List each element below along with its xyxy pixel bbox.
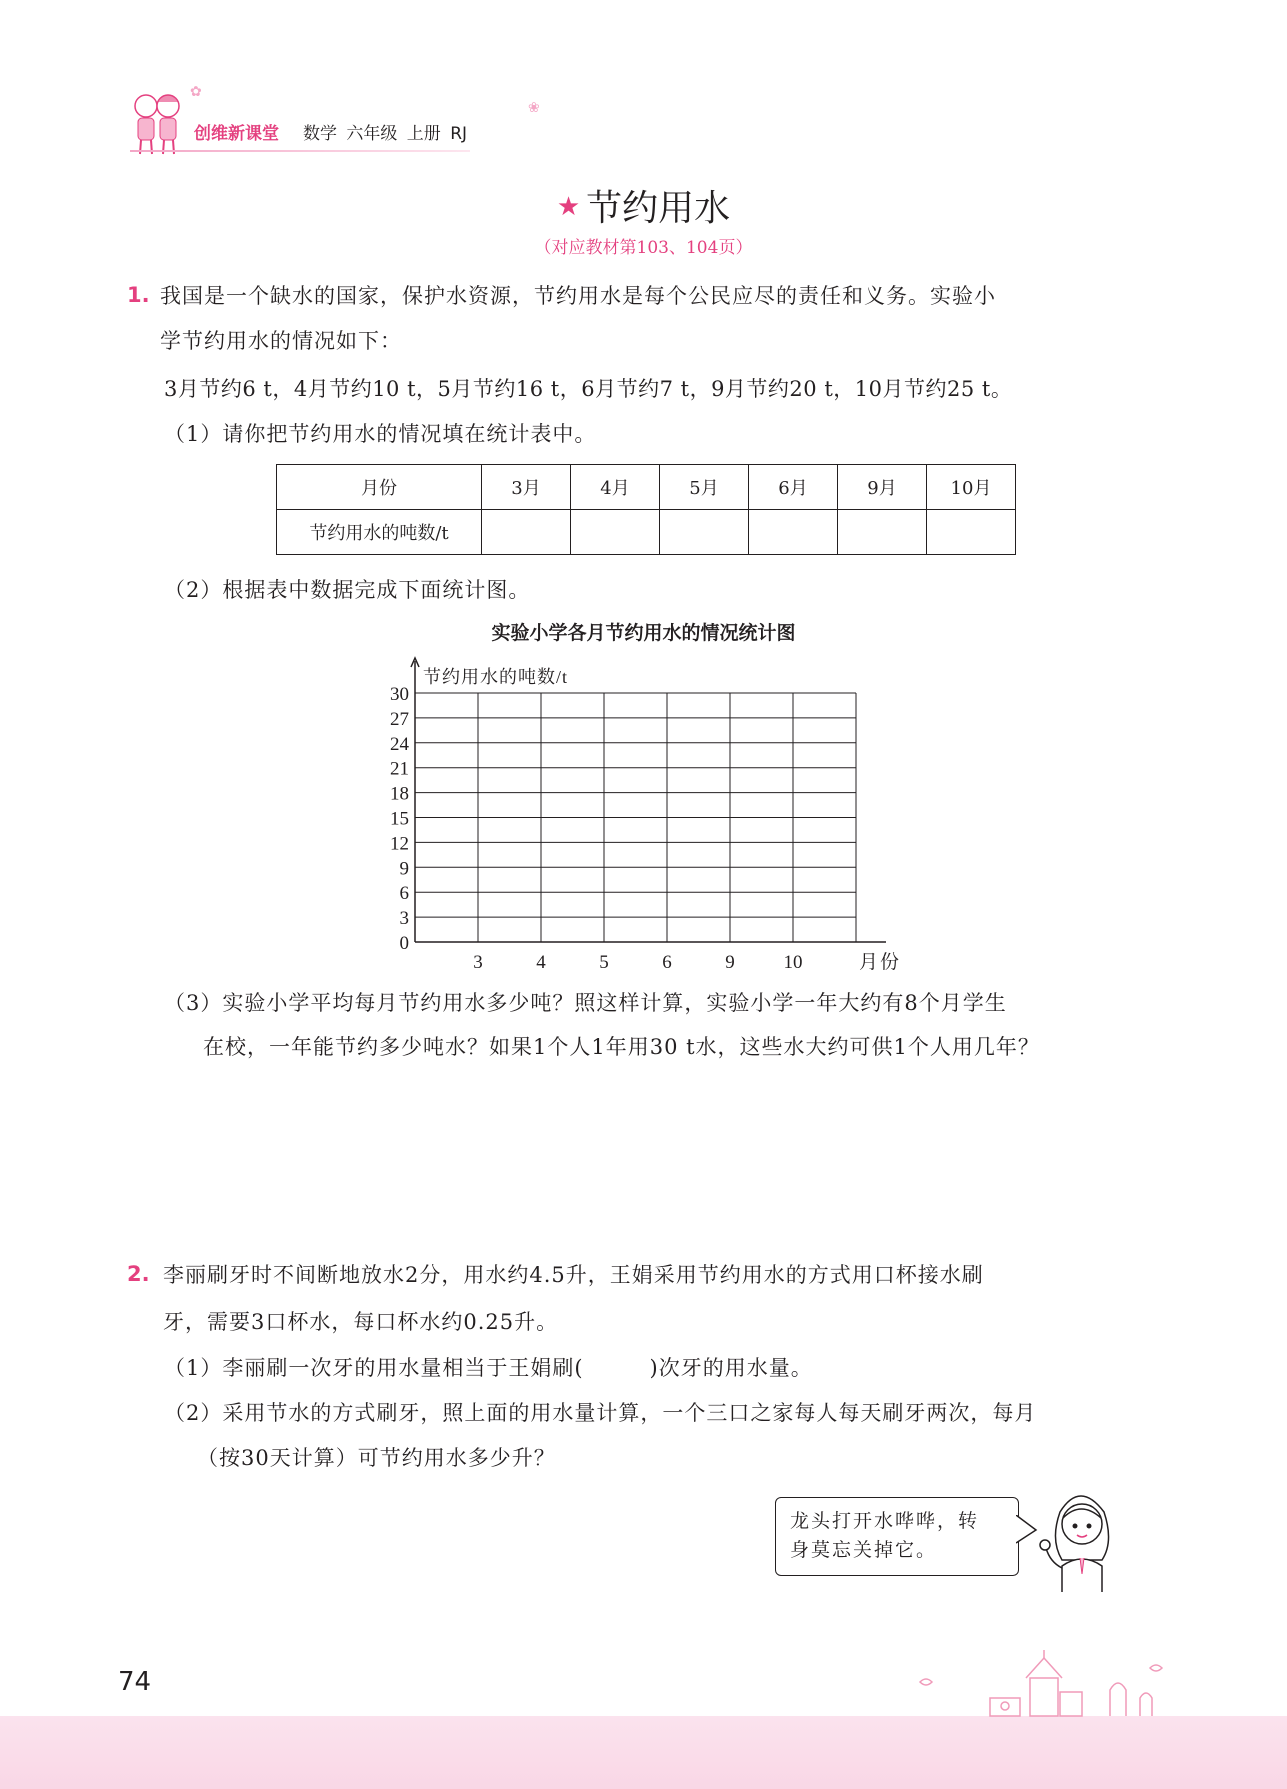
- question-1-part2: （2）根据表中数据完成下面统计图。: [164, 578, 531, 602]
- castle-illustration: [880, 1648, 1180, 1720]
- y-tick-label: 24: [390, 733, 409, 755]
- table-row: [277, 465, 1016, 510]
- y-tick-label: 0: [399, 933, 409, 954]
- question-1-part3-line1: （3）实验小学平均每月节约用水多少吨？照这样计算，实验小学一年大约有8个月学生: [164, 991, 1007, 1015]
- x-tick-label: 9: [725, 952, 735, 973]
- y-tick-label: 27: [390, 708, 409, 730]
- table-header-month: 月份: [277, 465, 482, 510]
- table-month-cell: 6月: [749, 465, 838, 510]
- question-1-text-line2: 学节约用水的情况如下：: [160, 329, 402, 353]
- y-tick-label: 21: [390, 758, 409, 780]
- y-axis-title: 节约用水的吨数/t: [423, 667, 569, 687]
- table-answer-cell[interactable]: [571, 510, 660, 555]
- star-icon: ★: [556, 192, 581, 222]
- question-2-number: 2.: [127, 1262, 150, 1286]
- flower-icon: ✿: [190, 84, 202, 100]
- question-1-part3-line2: 在校，一年能节约多少吨水？如果1个人1年用30 t水，这些水大约可供1个人用几年？: [203, 1035, 1040, 1059]
- table-month-cell: 5月: [660, 465, 749, 510]
- speech-bubble-tail: [1016, 1515, 1038, 1545]
- line-chart: [370, 655, 910, 980]
- flower-icon: ❀: [528, 100, 540, 116]
- question-2-text-line2: 牙，需要3口杯水，每口杯水约0.25升。: [163, 1310, 559, 1334]
- table-answer-cell[interactable]: [749, 510, 838, 555]
- question-1-part1: （1）请你把节约用水的情况填在统计表中。: [164, 422, 597, 446]
- lesson-title: ★ 节约用水: [556, 188, 731, 229]
- table-answer-cell[interactable]: [927, 510, 1016, 555]
- table-answer-cell[interactable]: [838, 510, 927, 555]
- x-tick-label: 5: [599, 952, 609, 973]
- question-2-part2-line2: （按30天计算）可节约用水多少升？: [197, 1446, 556, 1470]
- book-info: 数学 六年级 上册 RJ: [303, 124, 468, 144]
- chart-labels: [390, 667, 901, 973]
- question-2-part1: （1）李丽刷一次牙的用水量相当于王娟刷( )次牙的用水量。: [164, 1356, 813, 1380]
- page-number: 74: [118, 1667, 152, 1697]
- table-month-cell: 3月: [482, 465, 571, 510]
- chart-axes: [411, 658, 886, 942]
- table-answer-cell[interactable]: [660, 510, 749, 555]
- table-month-cell: 4月: [571, 465, 660, 510]
- table-header-tons: 节约用水的吨数/t: [277, 510, 482, 555]
- y-tick-label: 15: [390, 808, 409, 830]
- y-tick-label: 6: [399, 883, 409, 905]
- y-tick-label: 3: [399, 908, 409, 930]
- table-row: [277, 510, 1016, 555]
- footer-band: [0, 1716, 1287, 1789]
- x-tick-label: 4: [536, 952, 546, 973]
- question-2-text-line1: 李丽刷牙时不间断地放水2分，用水约4.5升，王娟采用节约用水的方式用口杯接水刷: [163, 1263, 984, 1287]
- table-answer-cell[interactable]: [482, 510, 571, 555]
- textbook-reference: （对应教材第103、104页）: [534, 238, 753, 258]
- header-kids-illustration: [128, 88, 186, 158]
- x-tick-label: 6: [662, 952, 672, 973]
- y-tick-label: 30: [390, 684, 409, 705]
- x-axis-title: 月份: [859, 952, 902, 973]
- chart-grid: [415, 693, 856, 942]
- x-tick-label: 10: [783, 952, 803, 973]
- table-month-cell: 9月: [838, 465, 927, 510]
- girl-illustration: [1038, 1482, 1126, 1592]
- x-tick-label: 3: [473, 952, 483, 973]
- question-2-part2-line1: （2）采用节水的方式刷牙，照上面的用水量计算，一个三口之家每人每天刷牙两次，每月: [164, 1401, 1037, 1425]
- y-tick-label: 18: [390, 783, 409, 805]
- statistics-table: [276, 464, 1016, 555]
- y-tick-label: 12: [390, 833, 409, 855]
- y-tick-label: 9: [399, 858, 409, 880]
- speech-bubble-text: 龙头打开水哗哗，转 身莫忘关掉它。: [790, 1510, 980, 1561]
- question-1-data: 3月节约6 t，4月节约10 t，5月节约16 t，6月节约7 t，9月节约20 t，10月节约25 t。: [164, 377, 1013, 401]
- chart-title: 实验小学各月节约用水的情况统计图: [491, 622, 796, 644]
- table-month-cell: 10月: [927, 465, 1016, 510]
- brand-name: 创维新课堂: [194, 124, 279, 144]
- question-1-number: 1.: [127, 283, 150, 307]
- header-divider: [130, 150, 470, 152]
- question-1-text-line1: 我国是一个缺水的国家，保护水资源，节约用水是每个公民应尽的责任和义务。实验小: [160, 284, 996, 308]
